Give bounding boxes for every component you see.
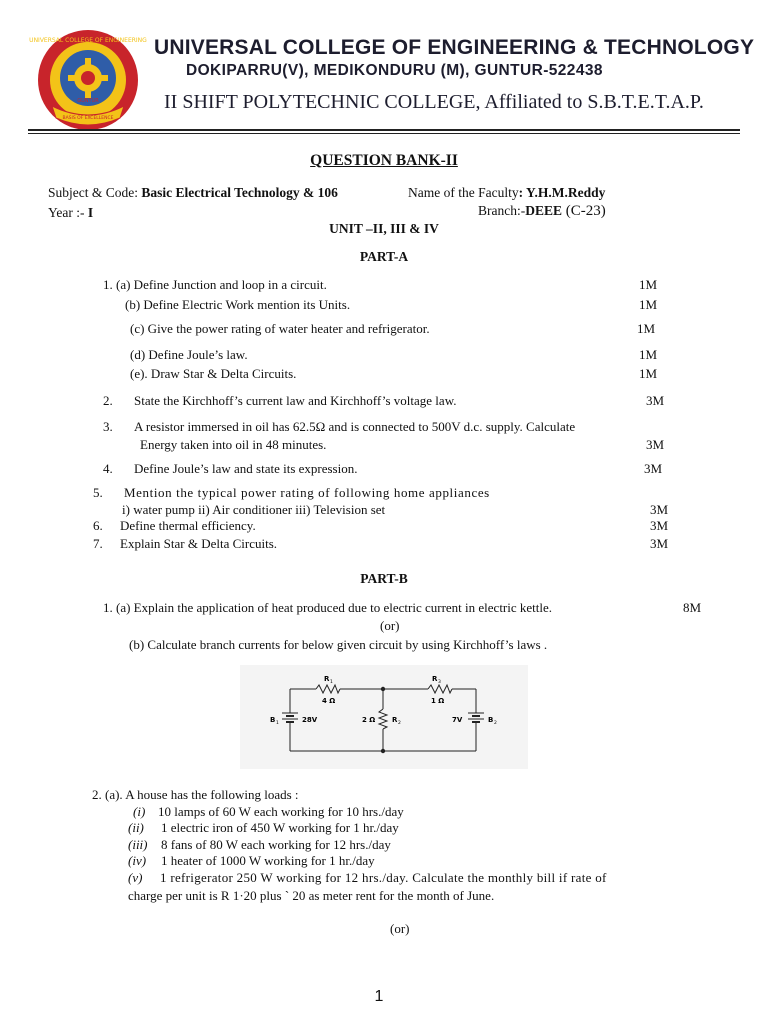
question-5-marks: 3M <box>650 502 669 517</box>
r2-sub: 2 <box>398 721 401 726</box>
r1-sub: 1 <box>330 680 333 685</box>
r1-label: R <box>324 675 330 683</box>
branch-value: DEEE <box>525 203 562 218</box>
question-4-number: 4. <box>103 461 113 476</box>
question-1e: (e). Draw Star & Delta Circuits. <box>130 366 297 381</box>
load-item-4: 1 heater of 1000 W working for 1 hr./day <box>161 853 375 868</box>
b2-label: B <box>488 716 494 724</box>
part-b-question-1a: 1. (a) Explain the application of heat produced due to electric current in electric kettle. <box>103 600 553 615</box>
load-item-2-number: (ii) <box>128 820 144 835</box>
load-item-1-number: (i) <box>133 804 146 819</box>
load-item-2: 1 electric iron of 450 W working for 1 hr./day <box>161 820 399 835</box>
load-item-5: 1 refrigerator 250 W working for 12 hrs./day. Calculate the monthly bill if rate of <box>160 870 607 885</box>
logo-ribbon-text: BASIS OF EXCELLENCE <box>62 116 114 121</box>
question-7-marks: 3M <box>650 536 669 551</box>
question-1b: (b) Define Electric Work mention its Units. <box>125 297 351 312</box>
r3-value: 1 Ω <box>431 697 445 705</box>
part-a-heading: PART-A <box>359 249 409 264</box>
question-1c-marks: 1M <box>637 321 656 336</box>
college-name: UNIVERSAL COLLEGE OF ENGINEERING & TECHNOLOGY <box>154 36 755 59</box>
year-value: I <box>87 205 94 220</box>
question-6: Define thermal efficiency. <box>120 518 256 533</box>
circuit-diagram <box>240 665 528 769</box>
part-b-question-2-intro: 2. (a). A house has the following loads : <box>92 787 299 802</box>
r2-value: 2 Ω <box>362 716 376 724</box>
load-item-4-number: (iv) <box>128 853 147 868</box>
college-address: DOKIPARRU(V), MEDIKONDURU (M), GUNTUR-522438 <box>186 62 603 79</box>
b2-value: 7V <box>452 716 463 724</box>
college-affiliation: II SHIFT POLYTECHNIC COLLEGE, Affiliated to S.B.T.E.T.A.P. <box>164 91 704 113</box>
faculty-line <box>408 185 605 201</box>
r3-sub: 3 <box>438 680 441 685</box>
question-1d-marks: 1M <box>639 347 658 362</box>
branch-code: (C-23) <box>562 203 606 219</box>
faculty-label: Name of the Faculty <box>408 185 519 200</box>
college-logo <box>29 28 147 132</box>
subject-label: Subject & Code: <box>48 185 142 200</box>
b1-value: 28V <box>302 716 318 724</box>
question-3-marks: 3M <box>646 437 665 452</box>
load-item-5-number: (v) <box>128 870 143 885</box>
question-2-marks: 3M <box>646 393 665 408</box>
r2-label: R <box>392 716 398 724</box>
question-7-number: 7. <box>93 536 103 551</box>
load-item-3-number: (iii) <box>128 837 148 852</box>
year-line <box>48 205 93 221</box>
question-3-line1: A resistor immersed in oil has 62.5Ω and is connected to 500V d.c. supply. Calculate <box>134 419 576 434</box>
load-item-3: 8 fans of 80 W each working for 12 hrs./day <box>161 837 391 852</box>
question-7: Explain Star & Delta Circuits. <box>120 536 278 551</box>
subject-value: Basic Electrical Technology & 106 <box>141 185 338 200</box>
question-1a: 1. (a) Define Junction and loop in a circuit. <box>103 277 327 292</box>
question-1a-marks: 1M <box>639 277 658 292</box>
r1-value: 4 Ω <box>322 697 336 705</box>
question-6-marks: 3M <box>650 518 669 533</box>
question-2-number: 2. <box>103 393 113 408</box>
question-3-number: 3. <box>103 419 113 434</box>
question-5-number: 5. <box>93 485 103 500</box>
question-5-line1: Mention the typical power rating of following home appliances <box>124 485 490 500</box>
faculty-value: : Y.H.M.Reddy <box>518 185 606 200</box>
unit-heading: UNIT –II, III & IV <box>329 221 439 236</box>
question-2: State the Kirchhoff’s current law and Kirchhoff’s voltage law. <box>134 393 457 408</box>
branch-line <box>478 203 606 220</box>
question-4: Define Joule’s law and state its expression. <box>134 461 358 476</box>
question-1c: (c) Give the power rating of water heater and refrigerator. <box>130 321 430 336</box>
header-rule-top <box>28 129 740 131</box>
part-b-question-1a-marks: 8M <box>683 600 702 615</box>
load-item-1: 10 lamps of 60 W each working for 10 hrs./day <box>158 804 404 819</box>
b1-label: B <box>270 716 276 724</box>
part-b-question-2-tail: charge per unit is R 1·20 plus ` 20 as meter rent for the month of June. <box>128 888 495 903</box>
header-rule-bottom <box>28 133 740 134</box>
branch-label: Branch:- <box>478 203 526 218</box>
b2-sub: 2 <box>494 721 497 726</box>
question-1b-marks: 1M <box>639 297 658 312</box>
or-separator-2: (or) <box>390 921 410 936</box>
question-1d: (d) Define Joule’s law. <box>130 347 248 362</box>
question-3-line2: Energy taken into oil in 48 minutes. <box>140 437 327 452</box>
question-4-marks: 3M <box>644 461 663 476</box>
question-6-number: 6. <box>93 518 103 533</box>
logo-arc-text: UNIVERSAL COLLEGE OF ENGINEERING <box>29 37 147 44</box>
r3-label: R <box>432 675 438 683</box>
subject-line <box>48 185 338 201</box>
page-number: 1 <box>374 988 384 1005</box>
part-b-heading: PART-B <box>360 571 408 586</box>
b1-sub: 1 <box>276 721 279 726</box>
question-5-line2: i) water pump ii) Air conditioner iii) Television set <box>122 502 386 517</box>
junction-bottom <box>381 749 385 753</box>
or-separator: (or) <box>380 618 400 633</box>
logo-inner-text: GUNTUR <box>77 98 99 104</box>
part-b-question-1b: (b) Calculate branch currents for below given circuit by using Kirchhoff’s laws . <box>129 637 548 652</box>
page-title: QUESTION BANK-II <box>310 152 458 169</box>
question-1e-marks: 1M <box>639 366 658 381</box>
junction-top <box>381 687 385 691</box>
year-label: Year :- <box>48 205 88 220</box>
